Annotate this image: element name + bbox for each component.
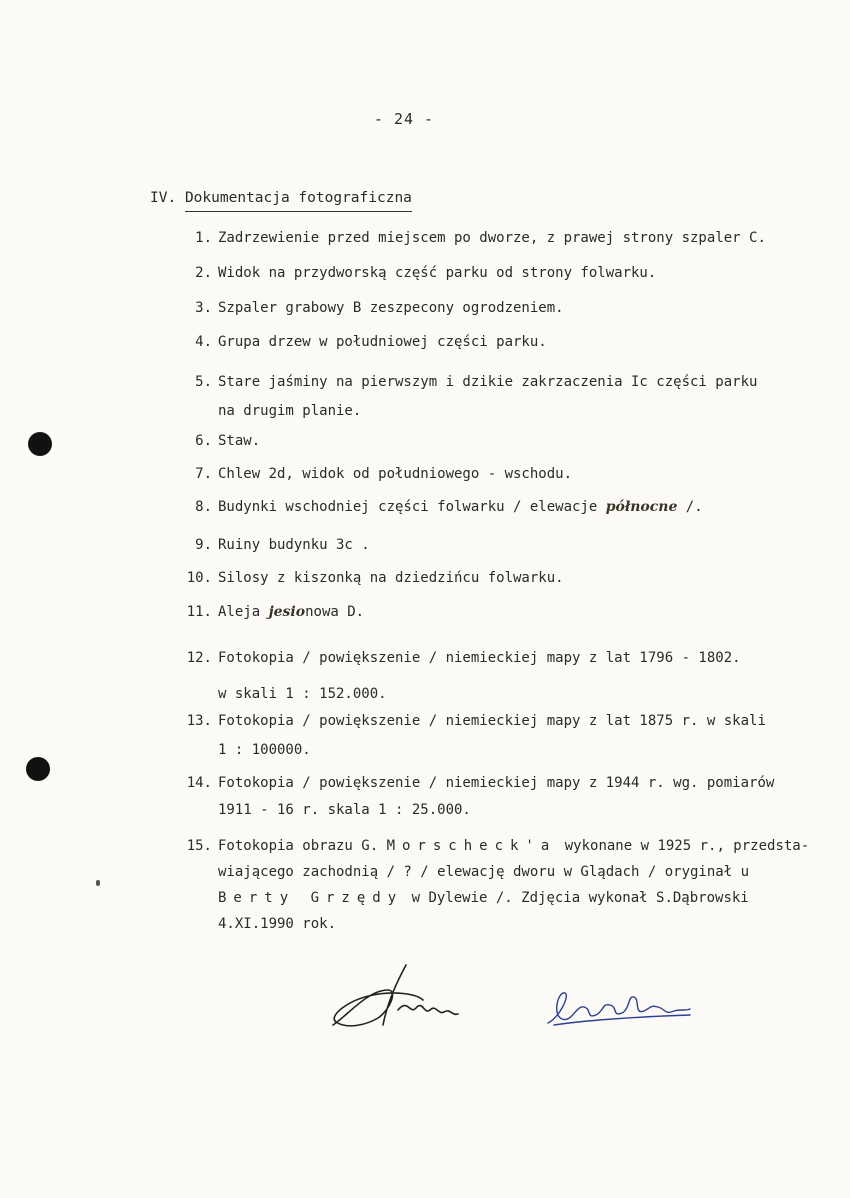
paper-speck	[96, 880, 100, 886]
section-number: IV.	[150, 190, 177, 206]
list-item: 15. Fotokopia obrazu G. Morscheck'a wykonane w 1925 r., przedsta- wiającego zachodnią / ? / elewację dworu w Glądach / oryginał u Berty Grzędy w Dylewie /. Zdjęcia wykonał S.Dąbrowski 4.XI.1990 rok.	[178, 833, 809, 937]
signature-black-image	[328, 960, 488, 1040]
item-text-continuation: 4.XI.1990 rok.	[218, 916, 337, 932]
item-text: Budynki wschodniej części folwarku / elewacje	[218, 499, 606, 515]
list-item: 10. Silosy z kiszonką na dziedzińcu folwarku.	[186, 570, 564, 586]
item-text: Fotokopia / powiększenie / niemieckiej mapy z 1944 r. wg. pomiarów	[218, 775, 775, 791]
item-text: Staw.	[218, 433, 261, 449]
item-text: Fotokopia / powiększenie / niemieckiej mapy z lat 1875 r. w skali	[218, 713, 766, 729]
item-text-continuation: Berty Grzędy w Dylewie /. Zdjęcia wykonał S.Dąbrowski	[218, 890, 749, 906]
item-text: Fotokopia / powiększenie / niemieckiej mapy z lat 1796 - 1802.	[218, 650, 741, 666]
list-item: 6. Staw.	[195, 433, 261, 449]
punch-hole	[26, 757, 50, 781]
list-item: 3. Szpaler grabowy B zeszpecony ogrodzeniem.	[195, 300, 564, 316]
item-text: Fotokopia obrazu G.	[218, 838, 387, 854]
list-item: 11. Aleja jesionowa D.	[186, 604, 365, 620]
item-text-continuation: wiającego zachodnią / ? / elewację dworu w Glądach / oryginał u	[218, 864, 750, 880]
list-item: 1. Zadrzewienie przed miejscem po dworze, z prawej strony szpaler C.	[195, 230, 766, 246]
list-item: 2. Widok na przydworską część parku od strony folwarku.	[195, 265, 657, 281]
item-text-continuation: 1911 - 16 r. skala 1 : 25.000.	[218, 802, 471, 818]
item-text: Silosy z kiszonką na dziedzińcu folwarku.	[218, 570, 564, 586]
item-text-continuation: 1 : 100000.	[218, 742, 311, 758]
signature-blue-image	[540, 985, 700, 1035]
item-text: Widok na przydworską część parku od strony folwarku.	[218, 265, 657, 281]
list-item: 13. Fotokopia / powiększenie / niemieckiej mapy z lat 1875 r. w skali 1 : 100000.	[178, 707, 766, 765]
item-text: Stare jaśminy na pierwszym i dzikie zakrzaczenia Ic części parku	[218, 374, 758, 390]
list-item: 12. Fotokopia / powiększenie / niemieckiej mapy z lat 1796 - 1802. w skali 1 : 152.000.	[178, 640, 741, 712]
list-item: 5. Stare jaśminy na pierwszym i dzikie zakrzaczenia Ic części parku na drugim planie.	[178, 368, 757, 426]
list-item: 7. Chlew 2d, widok od południowego - wschodu.	[195, 466, 573, 482]
handwritten-correction: jesio	[268, 604, 306, 620]
list-item: 14. Fotokopia / powiększenie / niemieckiej mapy z 1944 r. wg. pomiarów 1911 - 16 r. skala 1 : 25.000.	[178, 770, 774, 824]
item-text: Aleja	[218, 604, 269, 620]
section-title: Dokumentacja fotograficzna	[185, 190, 412, 212]
list-item: 4. Grupa drzew w południowej części parku.	[195, 334, 547, 350]
item-text: Szpaler grabowy B zeszpecony ogrodzeniem.	[218, 300, 564, 316]
item-text-continuation: w skali 1 : 152.000.	[218, 686, 387, 702]
section-heading	[150, 190, 412, 212]
punch-hole	[28, 432, 52, 456]
list-item: 9. Ruiny budynku 3c .	[195, 537, 370, 553]
item-text: Zadrzewienie przed miejscem po dworze, z prawej strony szpaler C.	[218, 230, 766, 246]
item-text: Ruiny budynku 3c .	[218, 537, 370, 553]
item-text-continuation: na drugim planie.	[218, 403, 362, 419]
list-item: 8. Budynki wschodniej części folwarku / elewacje północne /.	[195, 499, 703, 515]
item-text: Chlew 2d, widok od południowego - wschodu.	[218, 466, 573, 482]
item-text: Grupa drzew w południowej części parku.	[218, 334, 547, 350]
handwritten-correction: północne	[605, 499, 678, 515]
page-number: - 24 -	[373, 110, 435, 128]
